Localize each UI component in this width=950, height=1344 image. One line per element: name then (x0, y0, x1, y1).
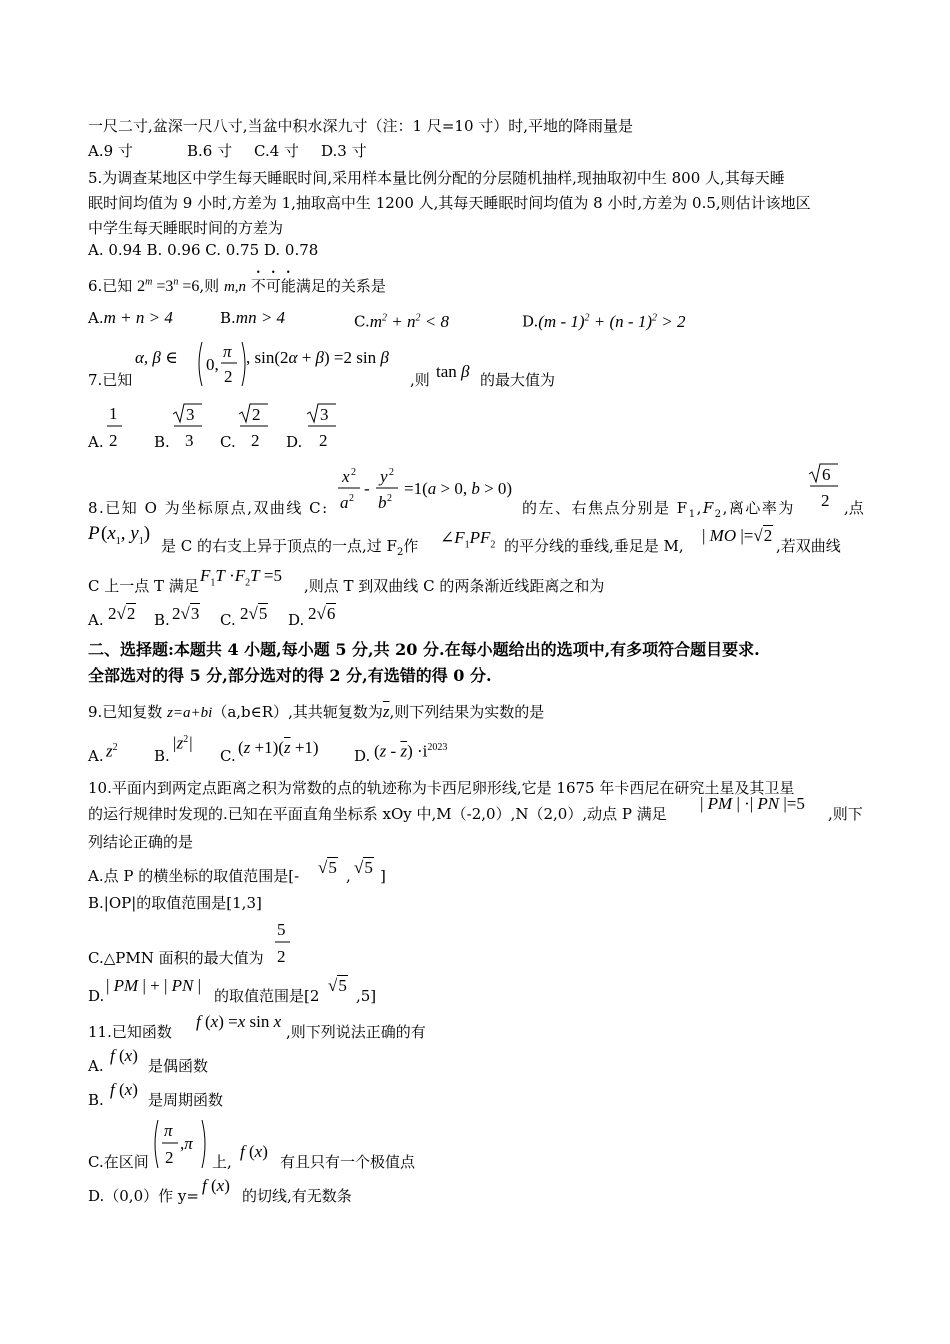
q6-stem: 6.已知 $2^m =3^n =6$,则 m,n 不可能满足的关系是 (88, 276, 386, 295)
svg-text:a: a (340, 493, 349, 512)
exam-page: 一尺二寸,盆深一尺八寸,当盆中积水深九寸（注：1 尺=10 寸）时,平地的降雨量是 A.9 寸 B.6 寸 C.4 寸 D.3 寸 5.为调查某地区中学生每天睡眠时间,采用样本量比例分配的分层随机抽样,现抽取初中生 800 人,其每天睡 眠时间均值为 9 小时,方差为 1,抽取高中生 1200 人,其每天睡眠时间均值为 8 小时,方差为 0.5,则估计该地区 中学生每天睡眠时间的方差为 A. 0.94 B. 0.96 C. 0.75 D. 0.78 6.已知 $2^m =3^n =6$,则 m,n 不可能满足的关系是 A.m + n > 4 B.mn > 4 $C.m^2 + n^2 < 8$ D.(m - 1)$^2$ + (n - 1)$^2$ > 2 7.已知 α, β ∈ 0, π 2 , sin(2α + β) =2 sin β ,则 tan β 的最大值为 A. 1 2 B. 3 3 C. 2 2 D. 3 2 8.已知 O 为坐标原点,双曲线 C: x 2 a 2 - y 2 b 2 =1(a > 0, b > 0) 的左、右焦点分别是 $F_1,F_2$,离心率为 6 2 ,点 P ($x_1$, $y_1$) 是 C 的右支上异于顶点的一点,过 $F_2$作 $\angle F_1PF_2$ 的平分线的垂线,垂足是 M, | MO |=√2 ,若双曲线 C 上一点 T 满足 $F_1T \cdot F_2T =5$ ,则点 T 到双曲线 C 的两条渐近线距离之和为 A. 2√2 B. 2√3 C. 2√5 D. 2√6 二、选择题:本题共 4 小题,每小题 5 分,共 20 分.在每小题给出的选项中,有多项符合题目要求. 全部选对的得 5 分,部分选对的得 2 分,有选错的得 0 分. 9.已知复数 z=a+bi（a,b∈R）,其共轭复数为$\overline{z}$,则下列结果为实数的是 A. $z^2$ B. $|z^2|$ C. $(z +1)(\overline{z} +1)$ D. $(z - \overline{z}) \cdot i^{2023}$ 10.平面内到两定点距离之积为常数的点的轨迹称为卡西尼卵形线,它是 1675 年卡西尼在研究土星及其卫星 的运行规律时发现的.已知在平面直角坐标系 xOy 中,M（-2,0）,N（2,0）,动点 P 满足 | PM | ·| PN |=5 ,则下 列结论正确的是 A.点 P 的横坐标的取值范围是[- √5 , √5 ] B.|OP|的取值范围是[1,3] C.△PMN 面积的最大值为 5 2 D. | PM | + | PN | 的取值范围是[2 √5 ,5] 11.已知函数 f (x) =x sin x ,则下列说法正确的有 A. f (x) 是偶函数 B. f (x) 是周期函数 C.在区间 π 2 ,π 上, f (x) 有且只有一个极值点 D.（0,0）作 y= f (x) 的切线,有无数条 (88, 117, 864, 1205)
q10-option-c-fraction (274, 918, 294, 968)
q8-eccentricity (808, 462, 840, 514)
q6-option-c[interactable]: $C.m^2 + n^2 < 8$ (354, 311, 449, 331)
svg-text:3: 3 (186, 405, 195, 424)
svg-text:5: 5 (277, 920, 286, 939)
q6-emphasis: 不可能 (250, 277, 296, 295)
svg-text:3: 3 (320, 405, 329, 424)
q7-option-c[interactable] (238, 402, 270, 450)
q5-options[interactable]: A. 0.94 B. 0.96 C. 0.75 D. 0.78 (88, 241, 319, 259)
svg-text:2: 2 (821, 491, 830, 510)
q5-line2: 眠时间均值为 9 小时,方差为 1,抽取高中生 1200 人,其每天睡眠时间均值为 8 小时,方差为 0.5,则估计该地区 (88, 194, 811, 212)
q4-option-c[interactable]: C.4 寸 (254, 142, 300, 160)
svg-text:3: 3 (185, 431, 194, 450)
svg-text:-: - (364, 479, 370, 498)
q8-option-d[interactable]: 2√6 (308, 604, 336, 623)
q9-option-b[interactable]: $|z^2|$ (172, 733, 193, 753)
svg-text:π: π (223, 342, 232, 361)
q4-stem: 一尺二寸,盆深一尺八寸,当盆中积水深九寸（注：1 尺=10 寸）时,平地的降雨量是 (88, 117, 634, 135)
q9-stem: 9.已知复数 z=a+bi（a,b∈R）,其共轭复数为$\overline{z}$,则下列结果为实数的是 (88, 702, 545, 721)
svg-text:y: y (380, 467, 388, 486)
q10-line1: 10.平面内到两定点距离之积为常数的点的轨迹称为卡西尼卵形线,它是 1675 年卡西尼在研究土星及其卫星 (88, 779, 795, 797)
q8-option-c[interactable]: 2√5 (240, 604, 268, 623)
svg-text:0,: 0, (206, 355, 219, 374)
q4-option-d[interactable]: D.3 寸 (321, 142, 367, 160)
q8-hyperbola-equation (336, 464, 526, 516)
svg-text:2: 2 (349, 493, 354, 504)
q7-option-a[interactable] (106, 402, 126, 450)
svg-text:2: 2 (165, 1148, 174, 1167)
q5-line1: 5.为调查某地区中学生每天睡眠时间,采用样本量比例分配的分层随机抽样,现抽取初中生 800 人,其每天睡 (88, 169, 785, 187)
q9-option-c[interactable]: $(z +1)(\overline{z} +1)$ (238, 738, 319, 757)
q7-option-b[interactable] (172, 402, 204, 450)
svg-text:x: x (342, 467, 350, 486)
svg-text:2: 2 (109, 431, 118, 450)
q9-option-a[interactable]: $z^2$ (106, 741, 118, 761)
q8-option-b[interactable]: 2√3 (172, 604, 200, 623)
svg-text:π: π (164, 1121, 173, 1140)
svg-text:2: 2 (389, 467, 394, 478)
svg-text:1: 1 (109, 404, 118, 423)
q8-option-a[interactable]: 2√2 (108, 604, 136, 623)
section2-heading-line2: 全部选对的得 5 分,部分选对的得 2 分,有选错的得 0 分. (88, 666, 492, 685)
svg-text:2: 2 (251, 431, 260, 450)
q10-line3: 列结论正确的是 (88, 833, 194, 851)
q4-option-a[interactable]: A.9 寸 (88, 142, 133, 160)
q6-option-b[interactable]: B.mn > 4 (220, 308, 286, 327)
q4-option-b[interactable]: B.6 寸 (187, 142, 233, 160)
svg-text:2: 2 (387, 493, 392, 504)
svg-text:2: 2 (277, 947, 286, 966)
q6-option-a[interactable]: A.m + n > 4 (88, 308, 173, 327)
svg-text:2: 2 (351, 467, 356, 478)
svg-text:6: 6 (822, 465, 831, 484)
svg-text:,π: ,π (180, 1134, 193, 1153)
svg-text:2: 2 (224, 367, 233, 386)
q9-option-d[interactable]: $(z - \overline{z}) \cdot i^{2023}$ (374, 741, 448, 761)
svg-text:2: 2 (252, 405, 261, 424)
q7-option-d[interactable] (306, 402, 338, 450)
q6-option-d[interactable]: D.(m - 1)$^2$ + (n - 1)$^2$ > 2 (522, 311, 686, 331)
section2-heading-line1: 二、选择题:本题共 4 小题,每小题 5 分,共 20 分.在每小题给出的选项中,有多项符合题目要求. (88, 640, 760, 659)
svg-text:2: 2 (319, 431, 328, 450)
svg-text:b: b (378, 493, 387, 512)
svg-text:=1(a > 0, b > 0): =1(a > 0, b > 0) (404, 479, 513, 498)
q11-interval (152, 1118, 218, 1170)
q5-line3: 中学生每天睡眠时间的方差为 (88, 219, 284, 237)
q10-option-b[interactable]: B.|OP|的取值范围是[1,3] (88, 894, 262, 912)
